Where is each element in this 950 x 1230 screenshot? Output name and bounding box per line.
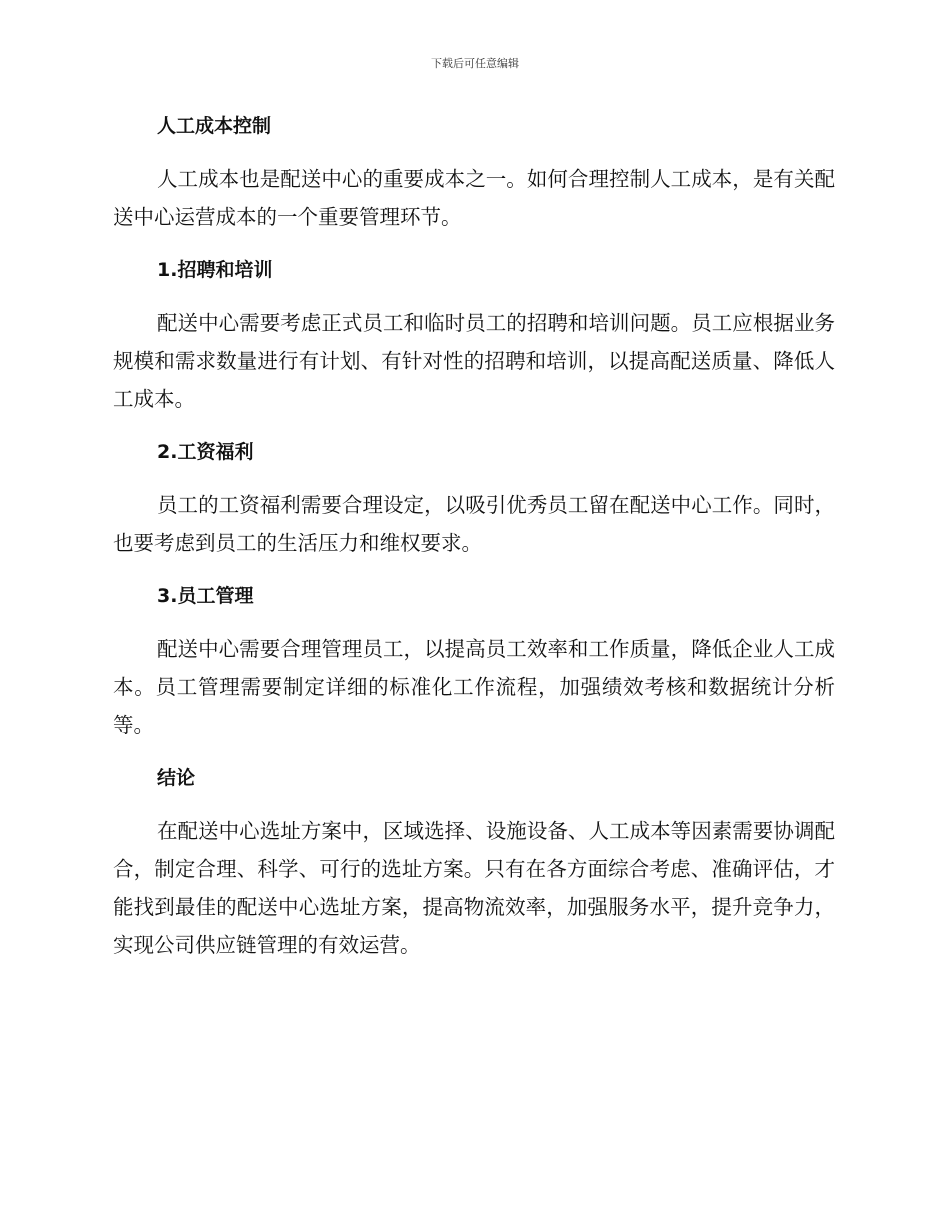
section-recruitment-training: [113, 252, 835, 434]
section-paragraph: 人工成本也是配送中心的重要成本之一。如何合理控制人工成本，是有关配送中心运营成本的一个重要管理环节。: [113, 167, 835, 229]
document-body: [113, 108, 835, 964]
section-heading: 2.工资福利: [157, 441, 254, 463]
section-labor-cost: [113, 108, 835, 252]
section-heading: 人工成本控制: [157, 115, 272, 137]
section-paragraph: 员工的工资福利需要合理设定，以吸引优秀员工留在配送中心工作。同时，也要考虑到员工的生活压力和维权要求。: [113, 493, 835, 555]
section-heading: 1.招聘和培训: [157, 259, 273, 281]
section-paragraph: 配送中心需要考虑正式员工和临时员工的招聘和培训问题。员工应根据业务规模和需求数量进行有计划、有针对性的招聘和培训，以提高配送质量、降低人工成本。: [113, 311, 835, 411]
section-salary-benefits: [113, 434, 835, 578]
section-employee-management: [113, 578, 835, 760]
section-heading: 结论: [157, 767, 196, 789]
section-conclusion: [113, 760, 835, 964]
section-paragraph: 在配送中心选址方案中，区域选择、设施设备、人工成本等因素需要协调配合，制定合理、科学、可行的选址方案。只有在各方面综合考虑、准确评估，才能找到最佳的配送中心选址方案，提高物流效率，加强服务水平，提升竞争力，实现公司供应链管理的有效运营。: [113, 819, 835, 957]
section-paragraph: 配送中心需要合理管理员工，以提高员工效率和工作质量，降低企业人工成本。员工管理需要制定详细的标准化工作流程，加强绩效考核和数据统计分析等。: [113, 637, 835, 737]
section-heading: 3.员工管理: [157, 585, 254, 607]
header-note: 下载后可任意编辑: [431, 57, 519, 70]
